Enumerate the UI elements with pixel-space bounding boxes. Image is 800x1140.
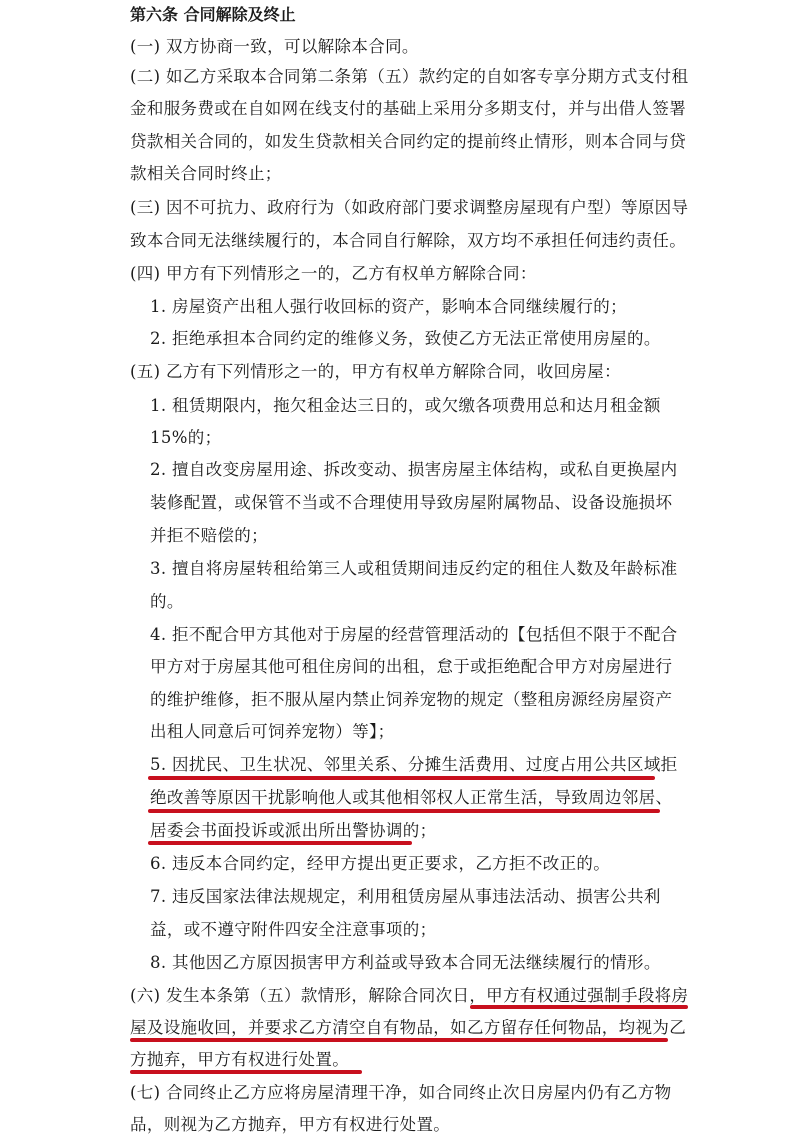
clause-line: 绝改善等原因干扰影响他人或其他相邻权人正常生活，导致周边邻居、: [150, 788, 673, 807]
highlight-underline: [470, 1005, 688, 1009]
clause-line: (三) 因不可抗力、政府行为（如政府部门要求调整房屋现有户型）等原因导: [130, 198, 689, 217]
clause-line: (六) 发生本条第（五）款情形，解除合同次日，甲方有权通过强制手段将房: [130, 986, 689, 1005]
clause-line: (七) 合同终止乙方应将房屋清理干净，如合同终止次日房屋内仍有乙方物: [130, 1083, 672, 1102]
clause-line: 金和服务费或在自如网在线支付的基础上采用分多期支付，并与出借人签署: [130, 99, 687, 118]
clause-line: 装修配置，或保管不当或不合理使用导致房屋附属物品、设备设施损坏: [150, 493, 673, 512]
clause-line: 屋及设施收回，并要求乙方清空自有物品，如乙方留存任何物品，均视为乙: [130, 1018, 687, 1037]
clause-line: (一) 双方协商一致，可以解除本合同。: [130, 37, 419, 56]
section-title: 第六条 合同解除及终止: [130, 5, 296, 24]
clause-line: 致本合同无法继续履行的，本合同自行解除，双方均不承担任何违约责任。: [130, 231, 687, 250]
clause-line: (五) 乙方有下列情形之一的，甲方有权单方解除合同，收回房屋：: [130, 362, 621, 381]
clause-line: 15%的；: [150, 428, 222, 447]
clause-line: 2. 拒绝承担本合同约定的维修义务，致使乙方无法正常使用房屋的。: [150, 329, 661, 348]
highlight-underline: [130, 1070, 362, 1074]
clause-line: 5. 因扰民、卫生状况、邻里关系、分摊生活费用、过度占用公共区域拒: [150, 755, 678, 774]
highlight-underline: [148, 809, 660, 813]
clause-line: 甲方对于房屋其他可租住房间的出租，怠于或拒绝配合甲方对房屋进行: [150, 657, 673, 676]
clause-line: 居委会书面投诉或派出所出警协调的；: [150, 821, 437, 840]
clause-line: (二) 如乙方采取本合同第二条第（五）款约定的自如客专享分期方式支付租: [130, 67, 689, 86]
clause-line: 品，则视为乙方抛弃，甲方有权进行处置。: [130, 1115, 451, 1134]
clause-line: 贷款相关合同的，如发生贷款相关合同约定的提前终止情形，则本合同与贷: [130, 132, 687, 151]
clause-line: 方抛弃，甲方有权进行处置。: [130, 1050, 350, 1069]
clause-line: 款相关合同时终止；: [130, 164, 282, 183]
clause-line: 8. 其他因乙方原因损害甲方利益或导致本合同无法继续履行的情形。: [150, 953, 661, 972]
clause-line: 出租人同意后可饲养宠物）等】；: [150, 722, 395, 741]
highlight-underline: [130, 1038, 668, 1042]
highlight-underline: [148, 841, 412, 845]
clause-line: 的维护维修，拒不服从屋内禁止饲养宠物的规定（整租房源经房屋资产: [150, 690, 673, 709]
clause-line: (四) 甲方有下列情形之一的，乙方有权单方解除合同：: [130, 264, 537, 283]
clause-line: 7. 违反国家法律法规规定，利用租赁房屋从事违法活动、损害公共利: [150, 887, 661, 906]
clause-line: 的。: [150, 592, 184, 611]
highlight-underline: [148, 776, 655, 780]
clause-line: 2. 擅自改变房屋用途、拆改变动、损害房屋主体结构，或私自更换屋内: [150, 460, 678, 479]
clause-line: 4. 拒不配合甲方其他对于房屋的经营管理活动的【包括但不限于不配合: [150, 625, 678, 644]
clause-line: 益，或不遵守附件四安全注意事项的；: [150, 920, 437, 939]
clause-line: 3. 擅自将房屋转租给第三人或租赁期间违反约定的租住人数及年龄标准: [150, 559, 678, 578]
clause-line: 并拒不赔偿的；: [150, 526, 268, 545]
clause-line: 1. 租赁期限内，拖欠租金达三日的，或欠缴各项费用总和达月租金额: [150, 396, 661, 415]
clause-line: 1. 房屋资产出租人强行收回标的资产，影响本合同继续履行的；: [150, 297, 627, 316]
clause-line: 6. 违反本合同约定，经甲方提出更正要求，乙方拒不改正的。: [150, 854, 611, 873]
